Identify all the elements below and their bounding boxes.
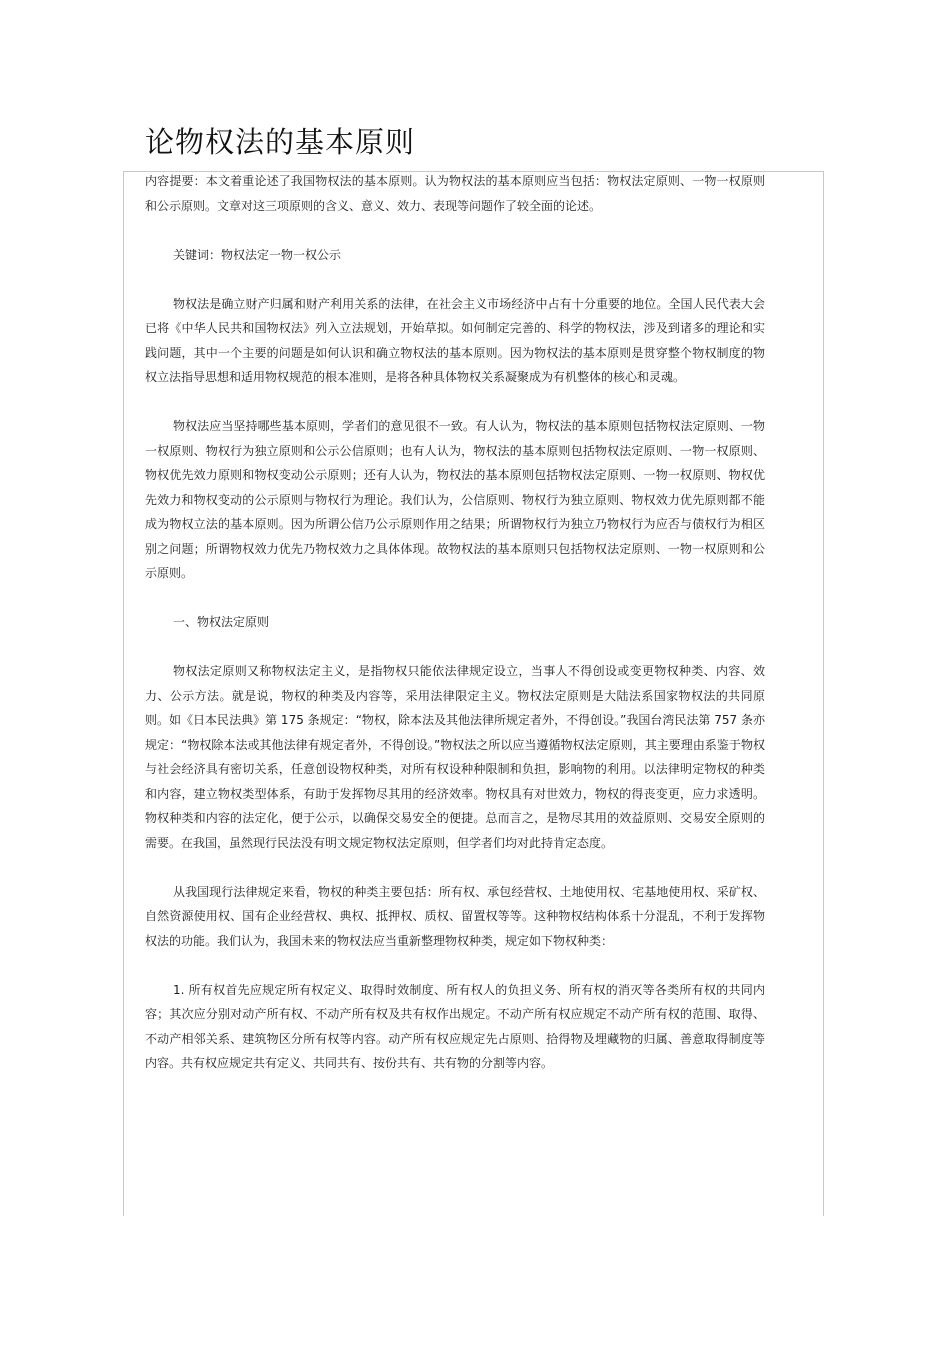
keywords-paragraph: 关键词：物权法定一物一权公示 [173,247,342,262]
abstract-paragraph: 内容提要：本文着重论述了我国物权法的基本原则。认为物权法的基本原则应当包括：物权法定原则、一物一权原则和公示原则。文章对这三项原则的含义、意义、效力、表现等问题作了较全面的论述。 [145,174,765,213]
body-paragraph-5: 1. 所有权首先应规定所有权定义、取得时效制度、所有权人的负担义务、所有权的消灭等各类所有权的共同内容；其次应分别对动产所有权、不动产所有权及共有权作出规定。不动产所有权应规定不动产所有权的范围、取得、不动产相邻关系、建筑物区分所有权等内容。动产所有权应规定先占原则、拾得物及埋藏物的归属、善意取得制度等内容。共有权应规定共有定义、共同共有、按份共有、共有物的分割等内容。 [145,982,765,1070]
frame-right-border [823,171,824,1216]
document-title: 论物权法的基本原则 [145,125,416,159]
body-paragraph-2: 物权法应当坚持哪些基本原则，学者们的意见很不一致。有人认为，物权法的基本原则包括物权法定原则、一物一权原则、物权行为独立原则和公示公信原则；也有人认为，物权法的基本原则包括物权法定原则、一物一权原则、物权优先效力原则和物权变动公示原则；还有人认为，物权法的基本原则包括物权法定原则、一物一权原则、物权优先效力和物权变动的公示原则与物权行为理论。我们认为，公信原则、物权行为独立原则、物权效力优先原则都不能成为物权立法的基本原则。因为所谓公信乃公示原则作用之结果；所谓物权行为独立乃物权行为应否与债权行为相区别之问题；所谓物权效力优先乃物权效力之具体体现。故物权法的基本原则只包括物权法定原则、一物一权原则和公示原则。 [145,419,765,580]
body-paragraph-3: 物权法定原则又称物权法定主义，是指物权只能依法律规定设立，当事人不得创设或变更物权种类、内容、效力、公示方法。就是说，物权的种类及内容等，采用法律限定主义。物权法定原则是大陆法系国家物权法的共同原则。如《日本民法典》第 175 条规定：“物权，除本法及其他法律所规定者外，不得创设。”我国台湾民法第 757 条亦规定：“物权除本法或其他法律有规定者外，不得创设。”物权法之所以应当遵循物权法定原则，其主要理由系鉴于物权与社会经济具有密切关系，任意创设物权种类，对所有权设种种限制和负担，影响物的利用。以法律明定物权的种类和内容，建立物权类型体系，有助于发挥物尽其用的经济效率。物权具有对世效力，物权的得丧变更，应力求透明。物权种类和内容的法定化，便于公示，以确保交易安全的便捷。总而言之，是物尽其用的效益原则、交易安全原则的需要。在我国，虽然现行民法没有明文规定物权法定原则，但学者们均对此持肯定态度。 [145,664,765,850]
frame-left-border [123,171,124,1216]
body-paragraph-4: 从我国现行法律规定来看，物权的种类主要包括：所有权、承包经营权、土地使用权、宅基地使用权、采矿权、自然资源使用权、国有企业经营权、典权、抵押权、质权、留置权等等。这种物权结构体系十分混乱，不利于发挥物权法的功能。我们认为，我国未来的物权法应当重新整理物权种类，规定如下物权种类： [145,884,765,948]
body-paragraph-1: 物权法是确立财产归属和财产利用关系的法律，在社会主义市场经济中占有十分重要的地位。全国人民代表大会已将《中华人民共和国物权法》列入立法规划，开始草拟。如何制定完善的、科学的物权法，涉及到诸多的理论和实践问题，其中一个主要的问题是如何认识和确立物权法的基本原则。因为物权法的基本原则是贯穿整个物权制度的物权立法指导思想和适用物权规范的根本准则，是将各种具体物权关系凝聚成为有机整体的核心和灵魂。 [145,296,765,384]
document-body [145,169,765,1076]
section-heading-1: 一、物权法定原则 [173,615,270,629]
